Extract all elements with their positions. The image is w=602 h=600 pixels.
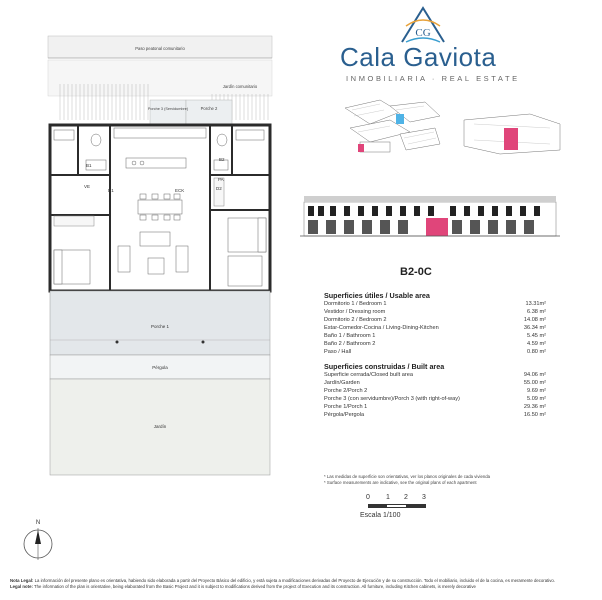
row-label: Estar-Comedor-Cocina / Living-Dining-Kitchen [324,325,439,331]
row-label: Pérgola/Pergola [324,412,365,418]
b2-label: B2 [219,157,225,162]
north-label: N [35,520,41,526]
scale-bar [356,494,436,524]
porch-2-label: Porche 2 [200,106,218,111]
logo-emblem-icon [398,4,448,46]
porch-1-label: Porche 1 [150,324,170,329]
row-value: 13.31m² [525,301,546,307]
usable-area-table [324,298,546,358]
block-keyplan-map [460,110,565,158]
unit-marker-keyplan [358,144,364,152]
scale-tick: 2 [404,494,408,501]
row-label: Paso / Hall [324,349,352,355]
community-garden-area [48,60,272,96]
scale-tick: 0 [366,494,370,501]
row-value: 16.50 m² [523,412,546,418]
porch-3-label: Porche 3 (Servidumbre) [147,107,189,111]
built-area-table [324,369,546,425]
porch-2-area [186,100,232,124]
legal-en-text: The information of the plan is orientative, being elaborated from the Basic Project and it is subject to modifications derived from the project of Execution and its construction. All furniture, including Kitchen cabinets, is merely decorative [32,584,476,589]
row-label: Dormitorio 1 / Bedroom 1 [324,301,387,307]
row-label: Dormitorio 2 / Bedroom 2 [324,317,387,323]
pa-label: PA [218,177,224,182]
note-line-es: * Las medidas de superficie son orientativas, ver los planos originales de cada vivienda [324,474,491,479]
scale-tick: 3 [422,494,426,501]
unit-code: B2-0C [400,266,432,278]
legal-es-text: La información del presente plano es orientativa, habiendo sido elaborada a partir del Proyecto Básico del edificio, y está sujeta a modificaciones derivadas del Proyecto de Ejecución y de su construcción. Todo el mobiliario, incluido el de la cocina, es meramente decorativo. [33,578,555,583]
d2-label: D2 [216,186,222,191]
north-arrow-icon [24,528,52,560]
row-value: 5.09 m² [527,396,546,402]
row-value: 55.00 m² [523,380,546,386]
floor-plan [0,0,300,560]
unit-marker-block [504,128,518,150]
site-keyplan-map [340,98,445,160]
ve-label: VE [84,184,91,189]
row-value: 6.38 m² [527,309,546,315]
disclaimer-notes [324,474,554,486]
row-value: 9.69 m² [527,388,546,394]
row-value: 94.06 m² [523,372,546,378]
d1-label: D1 [108,188,114,193]
logo-monogram: CG [415,27,431,39]
legal-notes [10,578,595,590]
community-garden-label: Jardín comunitario [222,84,258,89]
row-value: 36.34 m² [523,325,546,331]
note-line-en: * Surface measurements are indicative, see the original plans of each apartment [324,480,477,485]
row-label: Baño 1 / Bathroom 1 [324,333,376,339]
row-label: Superficie cerrada/Closed built area [324,372,413,378]
pergola-label: Pérgola [152,365,168,370]
brand-name: Cala Gaviota [340,42,497,72]
legal-en-label: Legal note: [10,584,33,589]
row-value: 29.36 m² [523,404,546,410]
eck-label: ECK [175,188,185,193]
brand-logo [330,0,560,90]
row-label: Porche 1/Porch 1 [324,404,368,410]
jardin-label: Jardín [153,424,167,429]
porch-3-area [150,100,186,124]
usable-area-title: Superficies útiles / Usable area [324,291,430,300]
row-label: Vestidor / Dressing room [324,309,386,315]
row-label: Baño 2 / Bathroom 2 [324,341,376,347]
building-elevation [300,188,560,242]
row-value: 14.08 m² [523,317,546,323]
scale-tick: 1 [386,494,390,501]
built-area-title: Superficies construidas / Built area [324,362,445,371]
row-label: Porche 3 (con servidumbre)/Porch 3 (with right-of-way) [324,396,460,402]
row-value: 4.59 m² [527,341,546,347]
scale-label: Escala 1/100 [360,512,401,519]
b1-label: B1 [86,163,92,168]
brand-tagline: INMOBILIARIA · REAL ESTATE [346,74,520,83]
row-label: Porche 2/Porch 2 [324,388,368,394]
row-value: 0.80 m² [527,349,546,355]
walkway-label: Paso peatonal comunitario [135,46,185,51]
row-value: 5.45 m² [527,333,546,339]
unit-marker-elevation [426,218,448,236]
porch-1-area [50,291,270,355]
row-label: Jardín/Garden [324,380,360,386]
legal-es-label: Nota Legal: [10,578,34,583]
